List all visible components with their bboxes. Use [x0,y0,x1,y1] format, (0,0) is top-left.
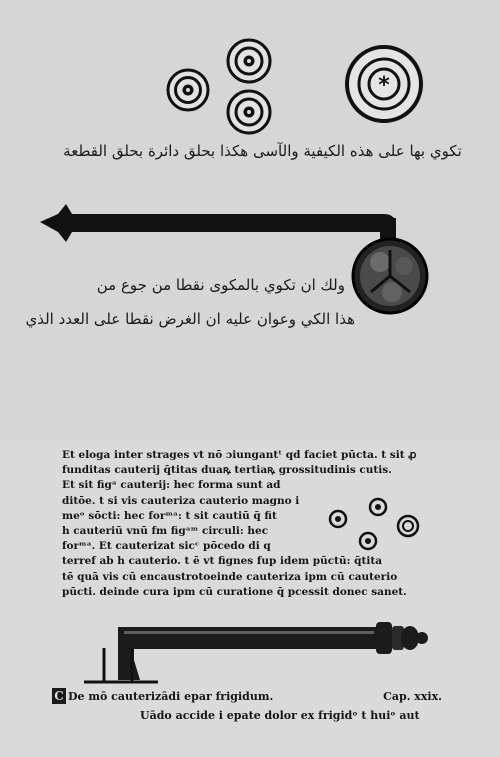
chapter-title: De mō cauterizādi epar frigidum. [68,690,274,703]
woodcut-cautery-tool [84,622,428,682]
circular-cautery-tool [40,204,427,313]
latin-line: meᵒ sōcti: hec forᵐᵃ: t sit cautiū q̄ fit [62,509,277,522]
latin-line: forᵐᵃ. Et cauterizat sicᶜ pōcedo di q [62,540,271,553]
latin-line: pūcti. deinde cura ipm cū curatione q̄ pcessit donec sanet. [62,585,407,598]
chapter-first-line: Uādo accide i epate dolor ex frigidᵒ t huiᵒ aut [140,709,420,722]
latin-line: tē quā vis cū encaustrotoeinde cauteriza ipm cū cauterio [62,570,398,583]
latin-line: funditas cauterij q̄titas duaꝶ tertiaꝶ grossitudinis cutis. [62,464,392,477]
small-cautery-circle-left [168,70,208,110]
latin-line: h cauteriū vnū fm figᵃᵐ circuli: hec [62,524,269,537]
latin-text-block [62,448,442,600]
latin-line: ditōe. t si vis cauteriza cauterio magno i [62,494,300,507]
latin-line: Et eloga inter strages vt nō ɔiungantᵗ qd faciet pūcta. t sit ꝓ [62,449,417,461]
latin-line: terref ab h cauterio. t ē vt fignes fup idem pūctū: q̄tita [62,555,382,568]
large-cautery-circle [347,47,421,121]
small-cautery-circle-bottom [228,91,270,133]
arabic-caption-line-2: ولك ان تكوي بالمكوى نقطا من جوع من [96,276,345,294]
small-cautery-circle-top [228,40,270,82]
arabic-caption-line-1: تكوي بها على هذه الكيفية والآسى هكذا بحلق دائرة بحلق القطعة [63,142,462,160]
chapter-initial: C [52,688,66,704]
svg-text:*: * [378,73,390,98]
arabic-caption-line-3: هذا الكي وعوان عليه ان الغرض نقطا على العدد الذي [25,310,355,328]
chapter-number: Cap. xxix. [383,690,442,703]
latin-line: Et sit figᵃ cauterij: hec forma sunt ad [62,479,281,492]
